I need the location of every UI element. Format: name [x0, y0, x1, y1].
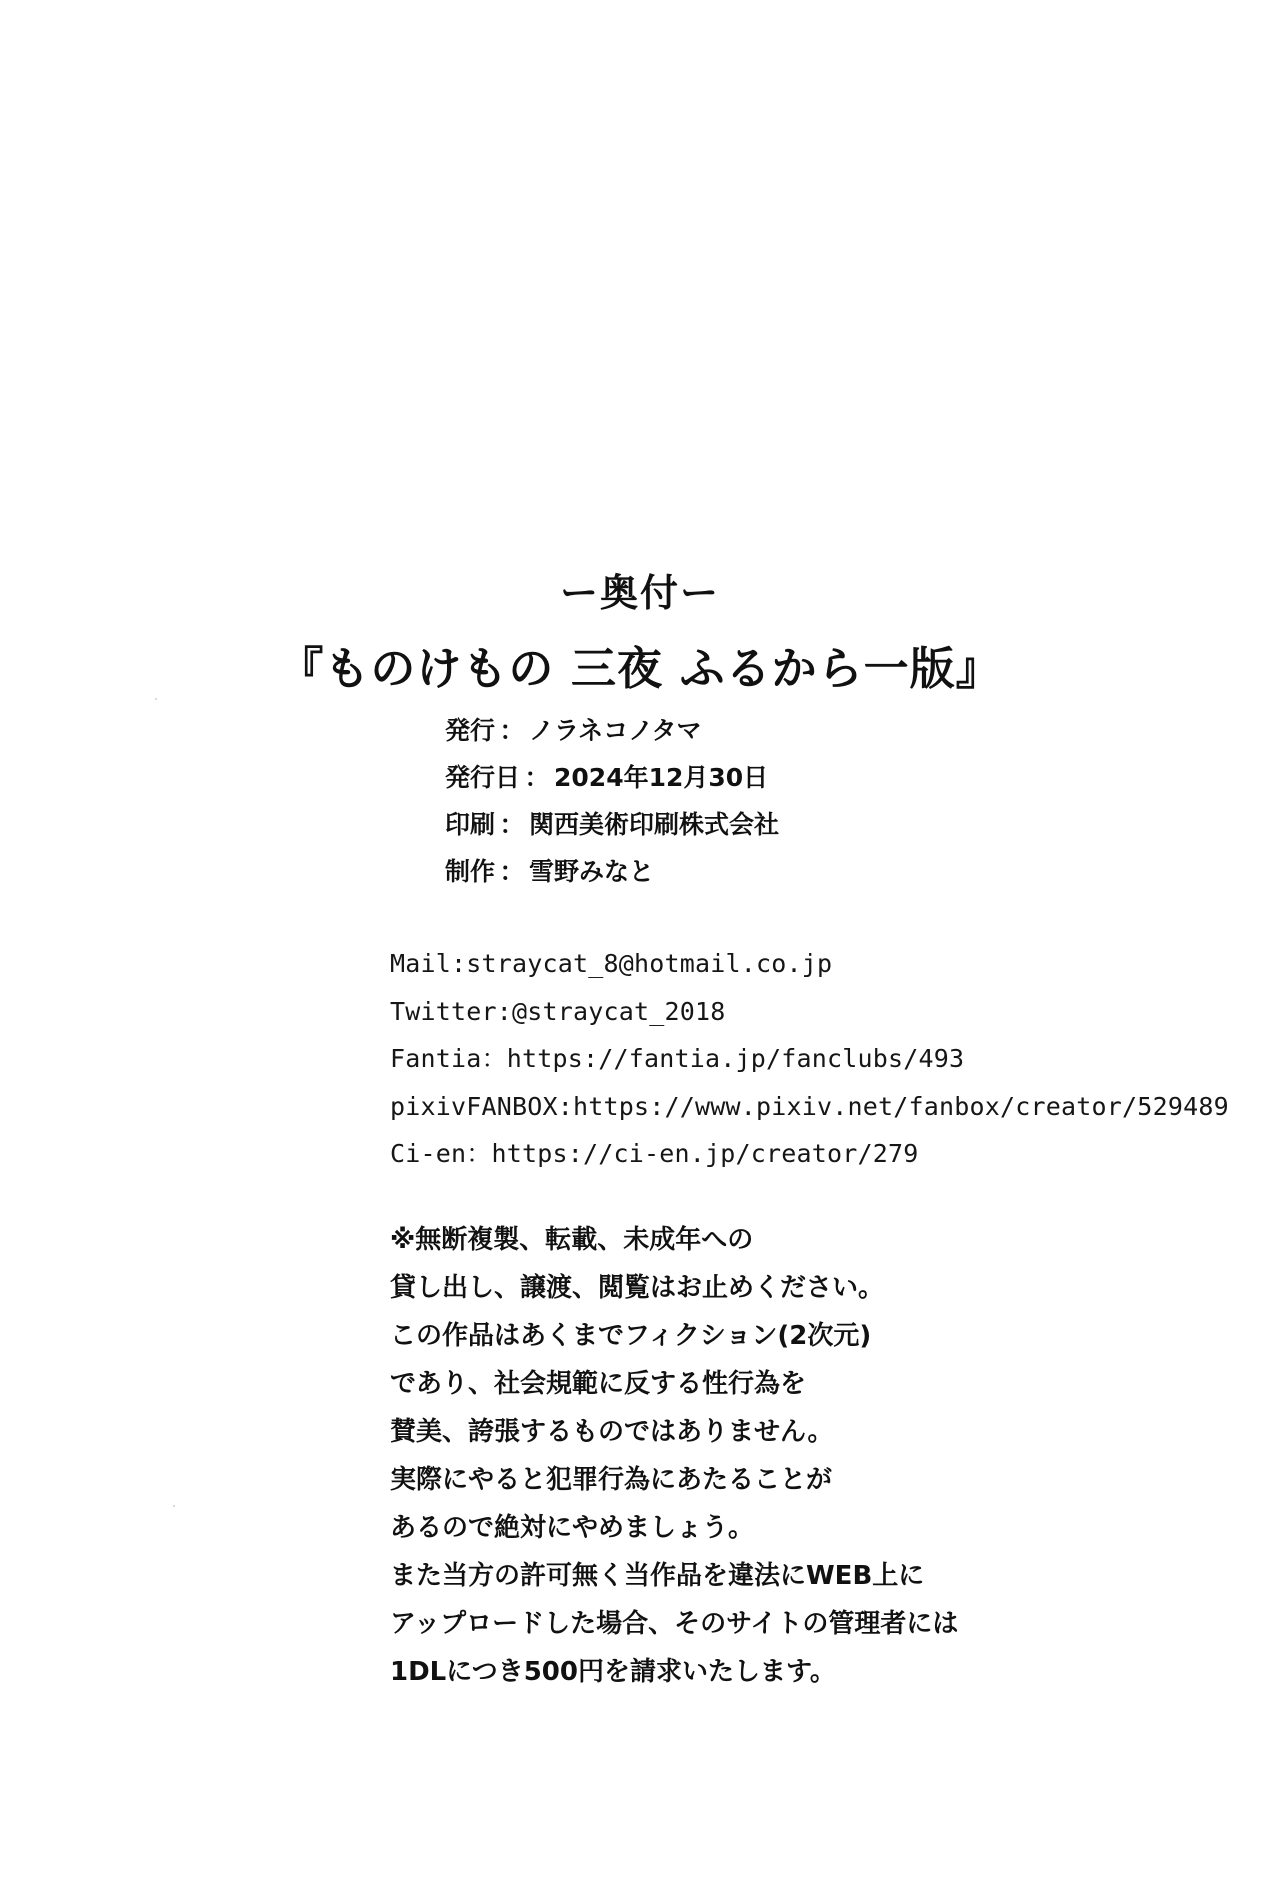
contact-fantia: Fantia：https://fantia.jp/fanclubs/493 [390, 1044, 965, 1073]
credit-value: 2024年12月30日 [554, 763, 769, 792]
credit-printer [445, 801, 779, 848]
credit-separator: ： [499, 857, 525, 886]
notice-line: アップロードした場合、そのサイトの管理者には [390, 1609, 959, 1639]
notice-line: 賛美、誇張するものではありません。 [390, 1417, 834, 1447]
credit-separator: ： [524, 763, 550, 792]
notice-line: 貸し出し、譲渡、閲覧はお止めください。 [390, 1273, 885, 1303]
credit-label: 発行日 [445, 763, 521, 792]
credit-value: 関西美術印刷株式会社 [529, 810, 780, 839]
credit-separator: ： [499, 810, 525, 839]
notice-line: また当方の許可無く当作品を違法にWEB上に [390, 1561, 925, 1591]
contact-pixiv-fanbox: pixivFANBOX:https://www.pixiv.net/fanbox/creator/529489 [390, 1091, 1229, 1121]
credit-publish-date [445, 754, 779, 801]
book-title: 『ものけもの 三夜 ふるから一版』 [278, 642, 1002, 695]
notice-text [390, 1216, 958, 1696]
contact-list [390, 940, 1229, 1178]
notice-line: 1DLにつき500円を請求いたします。 [390, 1657, 836, 1687]
credit-publisher [445, 707, 779, 754]
notice-line: ※無断複製、転載、未成年への [390, 1225, 754, 1255]
credit-value: 雪野みなと [529, 857, 655, 886]
scan-speck [155, 698, 157, 700]
scan-speck [173, 1505, 175, 1507]
credits-list [445, 707, 779, 895]
notice-line: あるので絶対にやめましょう。 [390, 1513, 755, 1543]
contact-twitter: Twitter:@straycat_2018 [390, 996, 726, 1026]
credit-label: 発行 [445, 716, 496, 745]
colophon-label: ー奥付ー [559, 571, 720, 615]
credit-creator [445, 848, 779, 895]
notice-line: 実際にやると犯罪行為にあたることが [390, 1465, 833, 1495]
notice-line: この作品はあくまでフィクション(2次元) [390, 1321, 872, 1351]
credit-label: 制作 [445, 857, 496, 886]
credit-separator: ： [499, 716, 525, 745]
credit-value: ノラネコノタマ [529, 716, 702, 745]
notice-line: であり、社会規範に反する性行為を [390, 1369, 807, 1399]
credit-label: 印刷 [445, 810, 496, 839]
contact-mail: Mail:straycat_8@hotmail.co.jp [390, 949, 833, 978]
contact-ci-en: Ci-en：https://ci-en.jp/creator/279 [390, 1139, 919, 1168]
